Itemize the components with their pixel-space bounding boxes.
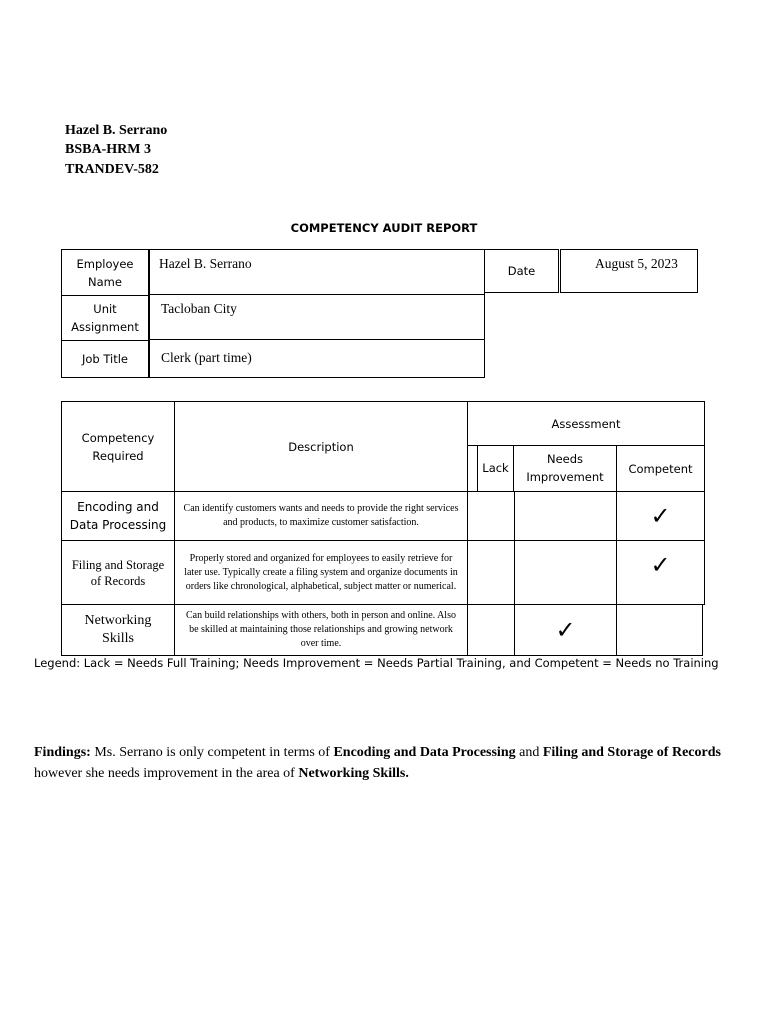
report-title: COMPETENCY AUDIT REPORT: [290, 221, 478, 235]
needs-improvement-cell: [514, 540, 617, 605]
unit-assignment-label: Unit Assignment: [61, 295, 149, 341]
competency-cell: Networking Skills: [61, 604, 175, 656]
date-value: August 5, 2023: [560, 249, 698, 293]
description-cell: Can identify customers wants and needs to provide the right services and products, to maximize customer satisfaction.: [174, 491, 468, 541]
competency-cell: Filing and Storage of Records: [61, 540, 175, 605]
competent-cell: [616, 491, 705, 541]
legend: Legend: Lack = Needs Full Training; Needs Improvement = Needs Partial Training, and Competent = Needs no Training: [34, 656, 719, 670]
lack-header: Lack: [477, 445, 514, 492]
needs-improvement-header: Needs Improvement: [513, 445, 617, 492]
job-title-label: Job Title: [61, 340, 149, 378]
findings-label: Findings:: [34, 745, 91, 760]
employee-name-label: Employee Name: [61, 249, 149, 296]
check-mark-icon: ✓: [650, 551, 671, 579]
description-cell: Properly stored and organized for employees to easily retrieve for later use. Typically create a filing system and organize documents in orders like chronological, alphabetical, subject matter or numerical.: [174, 540, 468, 605]
competent-cell: [616, 540, 705, 605]
unit-assignment-value: Tacloban City: [149, 294, 485, 340]
description-header: Description: [174, 401, 468, 492]
subject-code: TRANDEV-582: [65, 162, 159, 177]
competent-cell: [616, 604, 703, 656]
assessment-header: Assessment: [467, 401, 705, 446]
date-label: Date: [484, 249, 559, 293]
competency-cell: Encoding and Data Processing: [61, 491, 175, 541]
check-mark-icon: ✓: [650, 502, 671, 530]
competency-required-header: Competency Required: [61, 401, 175, 492]
employee-name-value: Hazel B. Serrano: [149, 249, 485, 295]
needs-improvement-cell: [514, 491, 617, 541]
job-title-value: Clerk (part time): [149, 339, 485, 378]
student-name: Hazel B. Serrano: [65, 123, 168, 138]
check-mark-icon: ✓: [555, 616, 576, 644]
findings-paragraph: Findings: Ms. Serrano is only competent in terms of Encoding and Data Processing and Filing and Storage of Records however she needs improvement in the area of Networking Skills.: [34, 745, 721, 781]
course-section: BSBA-HRM 3: [65, 142, 151, 157]
lack-cell: [467, 491, 515, 541]
lack-cell: [467, 540, 515, 605]
description-cell: Can build relationships with others, both in person and online. Also be skilled at maintaining those relationships and growing network over time.: [174, 604, 468, 656]
competent-header: Competent: [616, 445, 705, 492]
lack-cell: [467, 604, 515, 656]
needs-improvement-cell: [514, 604, 617, 656]
